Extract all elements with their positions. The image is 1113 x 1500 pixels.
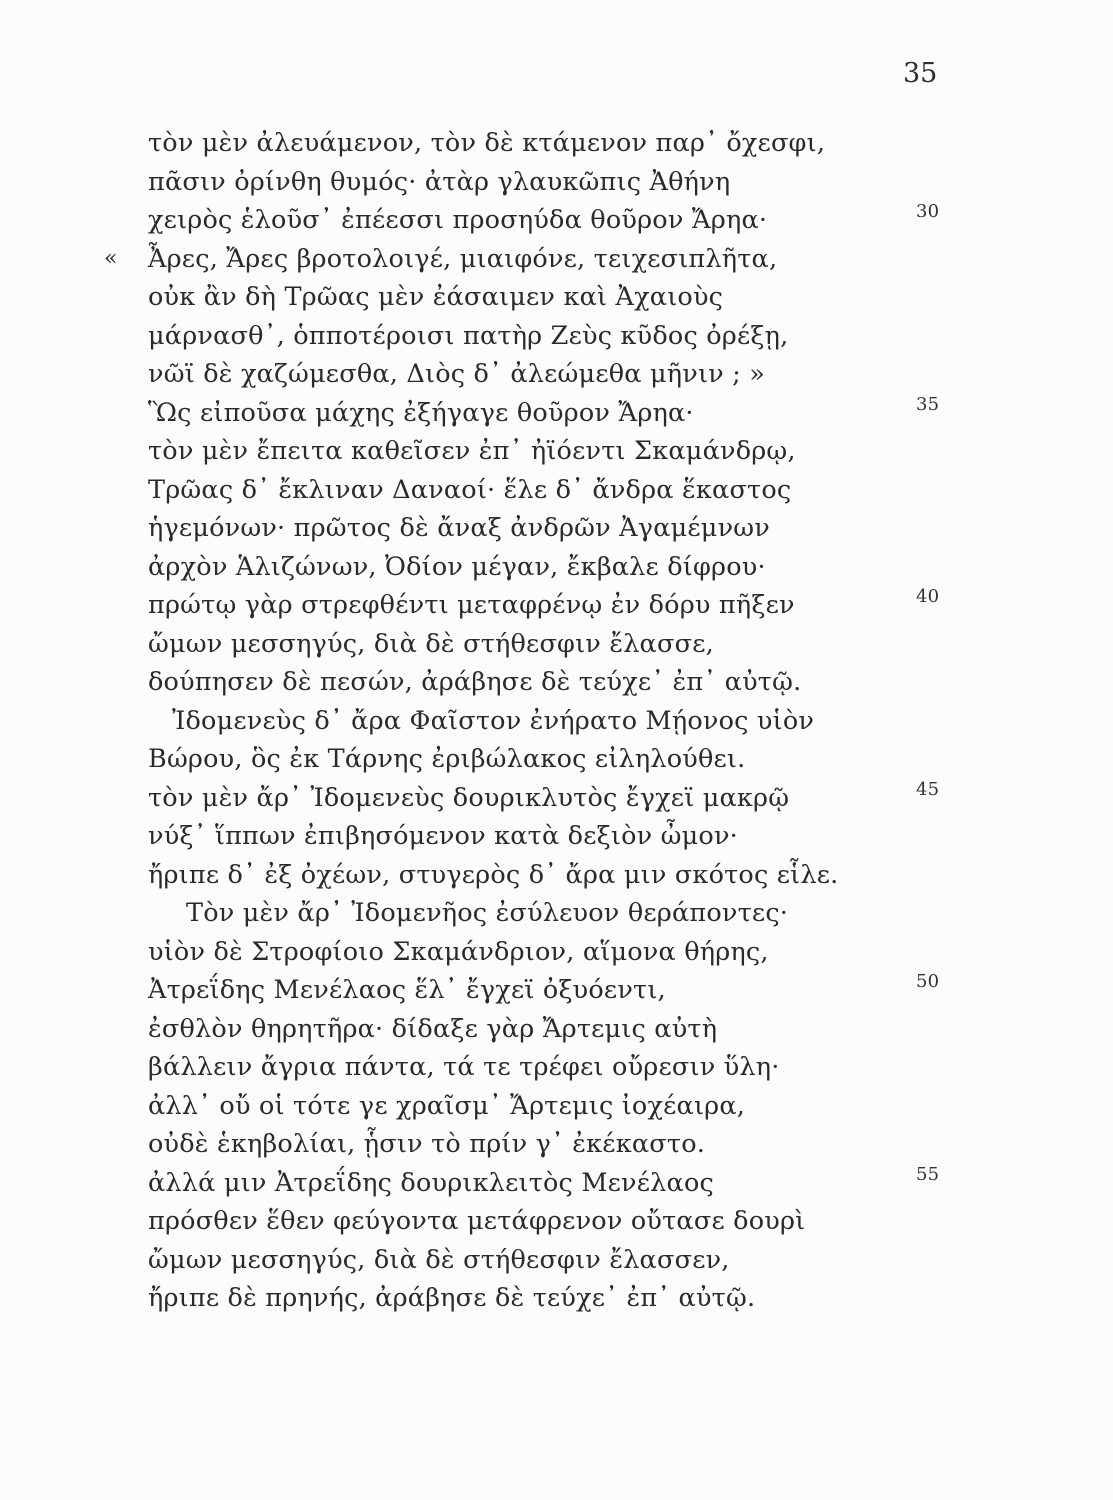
verse-text: τὸν μὲν ἔπειτα καθεῖσεν ἐπ᾽ ἠϊόεντι Σκαμάνδρῳ, (148, 436, 796, 466)
verse-line (148, 1010, 908, 1049)
verse-line (148, 1048, 908, 1087)
verse-line (148, 201, 940, 240)
verse-text: Τρῶας δ᾽ ἔκλιναν Δαναοί· ἕλε δ᾽ ἄνδρα ἕκαστος (148, 474, 792, 505)
verse-line (148, 317, 908, 356)
line-number: 55 (916, 1163, 940, 1185)
verse-line (148, 702, 908, 741)
verse-text: ἤριπε δὲ πρηνής, ἀράβησε δὲ τεύχε᾽ ἐπ᾽ αὐτῷ. (148, 1283, 756, 1313)
verse-line (148, 1125, 908, 1164)
verse-line (148, 625, 908, 664)
verse-text: ὤμων μεσσηγύς, διὰ δὲ στήθεσφιν ἔλασσεν, (148, 1244, 730, 1275)
line-number: 45 (916, 778, 940, 800)
verse-line (148, 1163, 940, 1203)
verse-line (148, 663, 908, 702)
verse-text: μάρνασθ᾽, ὁπποτέροισι πατὴρ Ζεὺς κῦδος ὀρέξῃ, (148, 320, 789, 351)
page-number: 35 (903, 58, 938, 89)
verse-line (148, 586, 940, 625)
verse-line (148, 894, 908, 933)
verse-line (148, 471, 908, 510)
line-number: 50 (916, 971, 940, 992)
verse-line (148, 1087, 908, 1126)
verse-line (148, 778, 940, 818)
verse-line (148, 1279, 908, 1318)
verse-line (148, 124, 908, 163)
verse-line (148, 933, 908, 972)
verse-text: πρώτῳ γὰρ στρεφθέντι μεταφρένῳ ἐν δόρυ πῆξεν (148, 590, 795, 620)
verse-text: πρόσθεν ἕθεν φεύγοντα μετάφρενον οὔτασε δουρὶ (148, 1206, 806, 1236)
verse-text: νύξ᾽ ἵππων ἐπιβησόμενον κατὰ δεξιὸν ὦμον· (148, 821, 738, 851)
verse-text: υἱὸν δὲ Στροφίοιο Σκαμάνδριον, αἵμονα θήρης, (148, 936, 769, 967)
verse-text: ὤμων μεσσηγύς, διὰ δὲ στήθεσφιν ἔλασσε, (148, 628, 714, 659)
verse-text: χειρὸς ἑλοῦσ᾽ ἐπέεσσι προσηύδα θοῦρον Ἄρηα· (148, 205, 768, 235)
verse-text: δούπησεν δὲ πεσών, ἀράβησε δὲ τεύχε᾽ ἐπ᾽ αὐτῷ. (148, 667, 802, 697)
verse-line (148, 163, 908, 202)
verse-text: τὸν μὲν ἄρ᾽ Ἰδομενεὺς δουρικλυτὸς ἔγχεϊ μακρῷ (148, 782, 790, 813)
verse-text: νῶϊ δὲ χαζώμεσθα, Διὸς δ᾽ ἀλεώμεθα μῆνιν ; » (148, 359, 766, 389)
verse-line (148, 856, 908, 895)
verse-text: Ἀτρεΐδης Μενέλαος ἕλ᾽ ἔγχεϊ ὀξυόεντι, (148, 975, 666, 1005)
open-quote-mark: « (104, 245, 118, 271)
verse-text: πᾶσιν ὀρίνθη θυμός· ἀτὰρ γλαυκῶπις Ἀθήνη (148, 166, 731, 197)
verse-text: ἡγεμόνων· πρῶτος δὲ ἄναξ ἀνδρῶν Ἀγαμέμνων (148, 513, 770, 543)
verse-text: Τὸν μὲν ἄρ᾽ Ἰδομενῆος ἐσύλευον θεράποντες· (186, 898, 789, 928)
verse-text: Ἰδομενεὺς δ᾽ ἄρα Φαῖστον ἐνήρατο Μῄονος υἱὸν (172, 705, 815, 736)
verse-text: ἀρχὸν Ἁλιζώνων, Ὀδίον μέγαν, ἔκβαλε δίφρου· (148, 551, 766, 582)
verse-text: ἐσθλὸν θηρητῆρα· δίδαξε γὰρ Ἄρτεμις αὐτὴ (148, 1013, 718, 1044)
verse-line (148, 432, 908, 471)
verse-text: Ἆρες, Ἄρες βροτολοιγέ, μιαιφόνε, τειχεσιπλῆτα, (148, 243, 778, 274)
verse-text: ἀλλά μιν Ἀτρεΐδης δουρικλειτὸς Μενέλαος (148, 1167, 714, 1198)
verse-text: βάλλειν ἄγρια πάντα, τά τε τρέφει οὔρεσιν ὕλη· (148, 1052, 780, 1082)
line-number: 30 (916, 201, 940, 222)
verse-text: Ὣς εἰποῦσα μάχης ἐξήγαγε θοῦρον Ἄρηα· (148, 397, 694, 428)
verse-line (148, 817, 908, 856)
verse-line (148, 355, 908, 394)
verse-text: οὐκ ἂν δὴ Τρῶας μὲν ἐάσαιμεν καὶ Ἀχαιοὺς (148, 282, 724, 312)
verse-line (148, 740, 908, 779)
verse-line (148, 509, 908, 548)
verse-text: ἀλλ᾽ οὔ οἱ τότε γε χραῖσμ᾽ Ἄρτεμις ἰοχέαιρα, (148, 1090, 746, 1121)
verse-text: τὸν μὲν ἀλευάμενον, τὸν δὲ κτάμενον παρ᾽ ὄχεσφι, (148, 128, 826, 158)
verse-line (148, 393, 940, 433)
line-number: 40 (916, 586, 940, 607)
verse-line (148, 548, 908, 587)
verse-line (148, 971, 940, 1010)
verse-list (104, 124, 940, 1318)
verse-line (104, 240, 908, 279)
line-number: 35 (916, 393, 940, 415)
verse-line (148, 1202, 908, 1241)
verse-line (148, 278, 908, 317)
verse-text: ἤριπε δ᾽ ἐξ ὀχέων, στυγερὸς δ᾽ ἄρα μιν σκότος εἷλε. (148, 859, 839, 890)
verse-text: οὐδὲ ἑκηβολίαι, ᾗσιν τὸ πρίν γ᾽ ἐκέκαστο. (148, 1129, 706, 1159)
verse-text: Βώρου, ὃς ἐκ Τάρνης ἐριβώλακος εἰληλούθει. (148, 744, 746, 774)
verse-line (148, 1241, 908, 1280)
